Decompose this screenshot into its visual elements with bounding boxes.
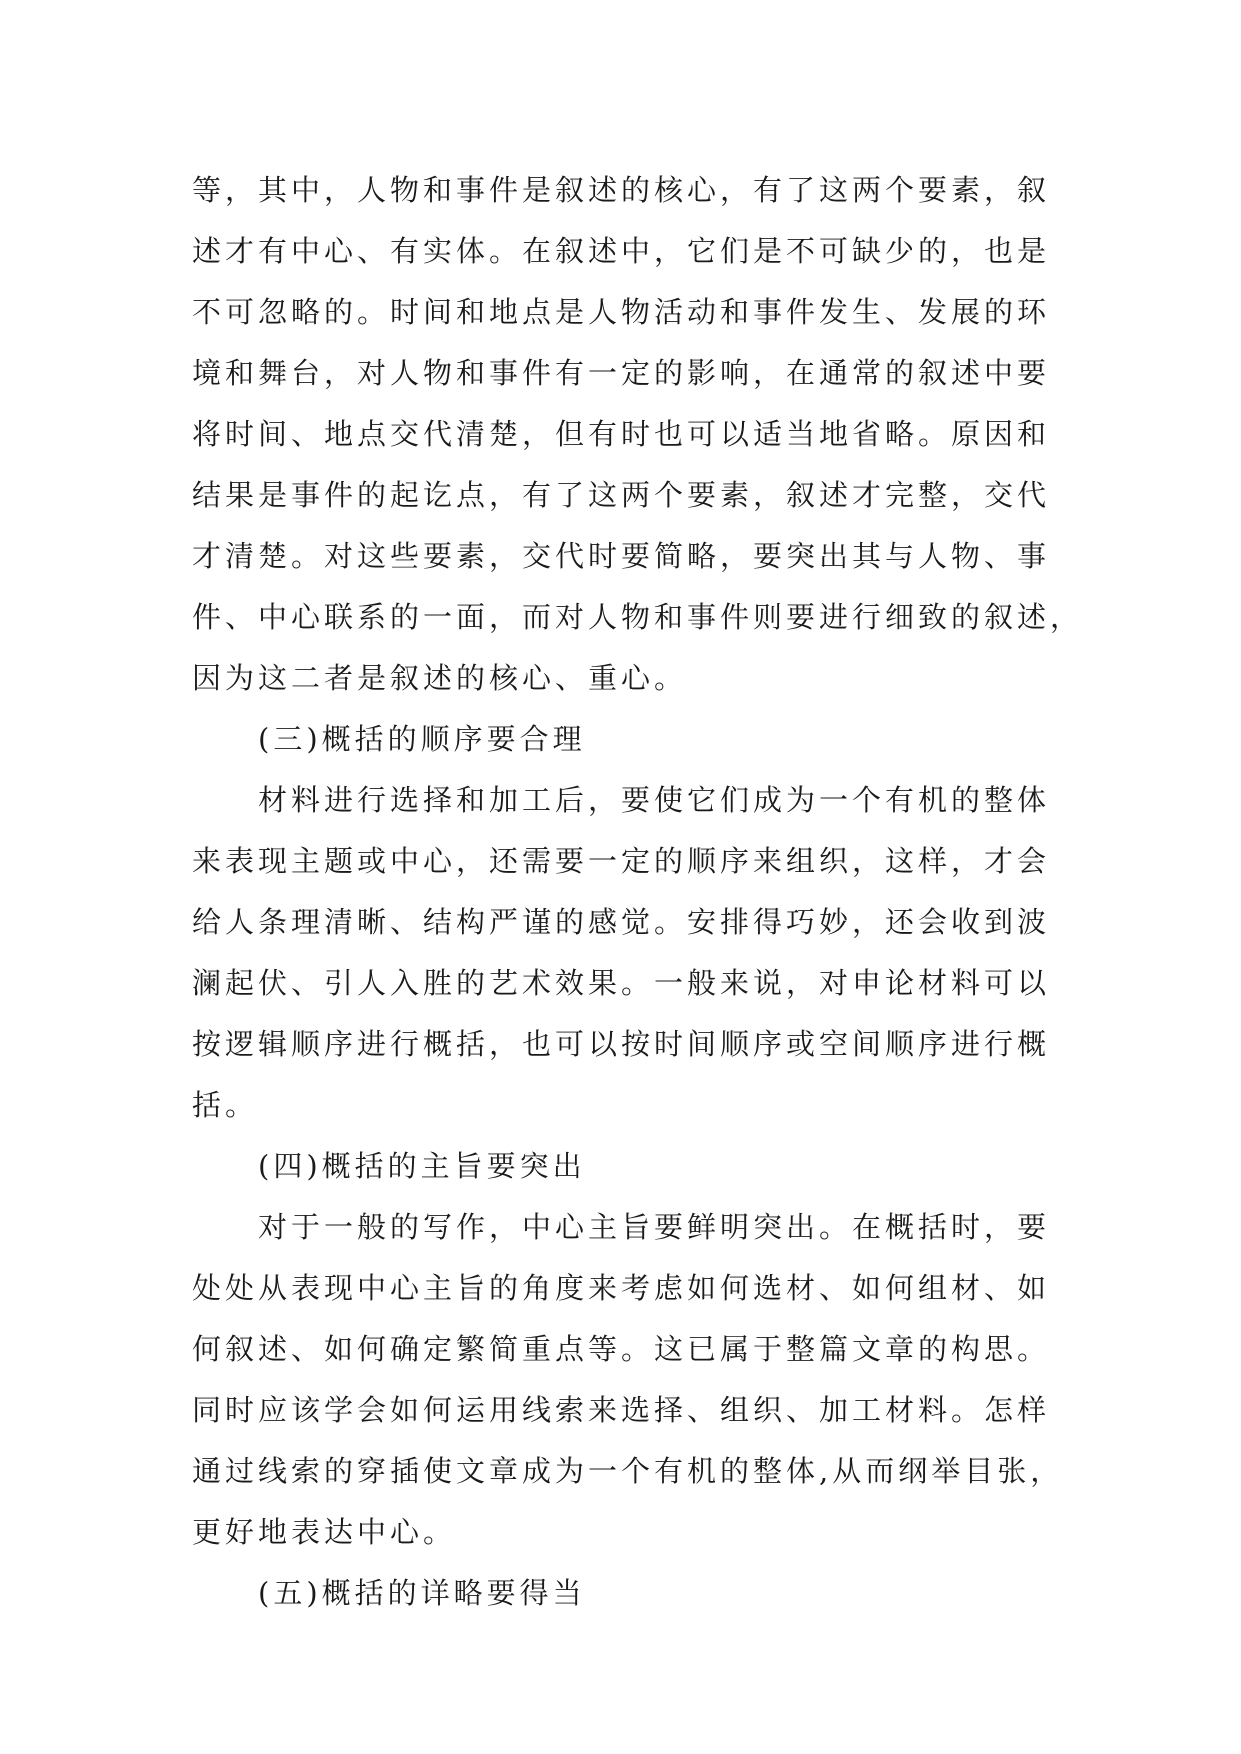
- paragraph-start-line: 对于一般的写作，中心主旨要鲜明突出。在概括时，要: [258, 1210, 1051, 1244]
- text-line: 来表现主题或中心，还需要一定的顺序来组织，这样，才会: [192, 844, 1051, 878]
- text-line: 括。: [192, 1088, 259, 1122]
- section-heading: (三)概括的顺序要合理: [258, 722, 586, 756]
- text-line: 件、中心联系的一面，而对人物和事件则要进行细致的叙述，: [192, 600, 1084, 634]
- text-line: 通过线索的穿插使文章成为一个有机的整体,从而纲举目张，: [192, 1454, 1064, 1488]
- text-line: 将时间、地点交代清楚，但有时也可以适当地省略。原因和: [192, 417, 1051, 451]
- text-line: 何叙述、如何确定繁简重点等。这已属于整篇文章的构思。: [192, 1332, 1051, 1366]
- text-line: 同时应该学会如何运用线索来选择、组织、加工材料。怎样: [192, 1393, 1051, 1427]
- text-line: 澜起伏、引人入胜的艺术效果。一般来说，对申论材料可以: [192, 966, 1051, 1000]
- text-line: 境和舞台，对人物和事件有一定的影响，在通常的叙述中要: [192, 356, 1051, 390]
- text-line: 述才有中心、有实体。在叙述中，它们是不可缺少的，也是: [192, 234, 1051, 268]
- paragraph-start-line: 材料进行选择和加工后，要使它们成为一个有机的整体: [258, 783, 1051, 817]
- text-line: 不可忽略的。时间和地点是人物活动和事件发生、发展的环: [192, 295, 1051, 329]
- text-line: 处处从表现中心主旨的角度来考虑如何选材、如何组材、如: [192, 1271, 1051, 1305]
- section-heading: (五)概括的详略要得当: [258, 1576, 586, 1610]
- text-line: 更好地表达中心。: [192, 1515, 457, 1549]
- text-line: 因为这二者是叙述的核心、重心。: [192, 661, 688, 695]
- text-line: 按逻辑顺序进行概括，也可以按时间顺序或空间顺序进行概: [192, 1027, 1051, 1061]
- text-line: 等，其中，人物和事件是叙述的核心，有了这两个要素，叙: [192, 173, 1051, 207]
- text-line: 给人条理清晰、结构严谨的感觉。安排得巧妙，还会收到波: [192, 905, 1051, 939]
- document-body: [192, 160, 1084, 1624]
- section-heading: (四)概括的主旨要突出: [258, 1149, 586, 1183]
- text-line: 才清楚。对这些要素，交代时要简略，要突出其与人物、事: [192, 539, 1051, 573]
- text-line: 结果是事件的起讫点，有了这两个要素，叙述才完整，交代: [192, 478, 1051, 512]
